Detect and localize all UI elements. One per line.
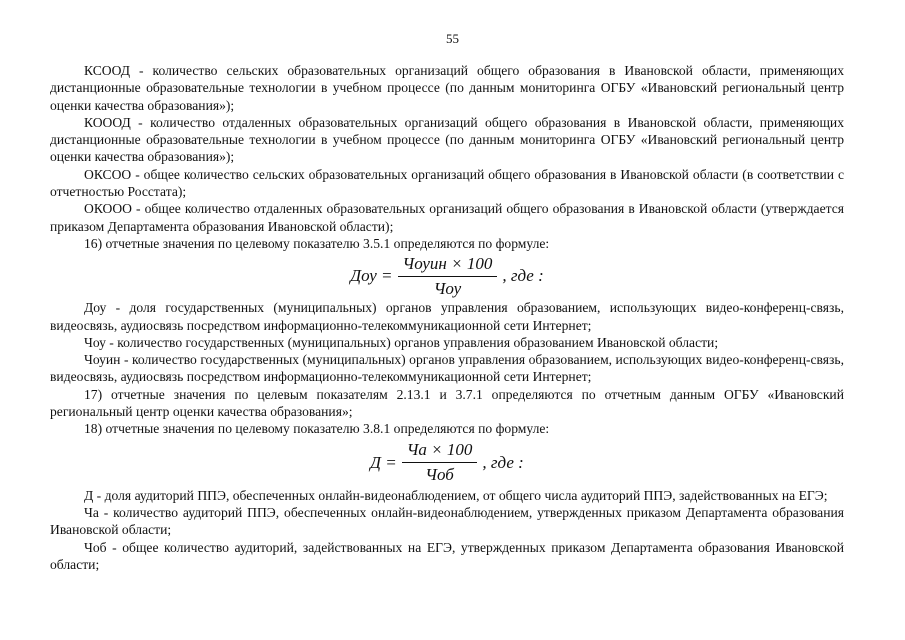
item-18-intro: 18) отчетные значения по целевому показателю 3.8.1 определяются по формуле: xyxy=(84,421,550,437)
definition-cha: Ча - количество аудиторий ППЭ, обеспеченных онлайн-видеонаблюдением, утвержденных приказом Департамента образования Ивановской области; xyxy=(50,504,844,538)
formula-d-tail: , где : xyxy=(482,452,524,472)
formula-dou-fraction xyxy=(398,255,498,298)
definition-koood: КОООД - количество отдаленных образовательных организаций общего образования в Ивановской области, применяющих дистанционные образовательные технологии в учебном процессе (по данным мониторинга ОГБУ «Ивановский региональный центр оценки качества образования»); xyxy=(50,114,844,165)
document-body xyxy=(50,62,844,573)
definition-dou: Доу - доля государственных (муниципальных) органов управления образованием, использующих видео-конференц-связь, видеосвязь, аудиосвязь посредством информационно-телекоммуникационной сети Интернет; xyxy=(50,300,844,333)
definition-ksood: КСООД - количество сельских образовательных организаций общего образования в Ивановской области, применяющих дистанционные образовательные технологии в учебном процессе (по данным мониторинга ОГБУ «Ивановский региональный центр оценки качества образования»); xyxy=(50,63,844,113)
formula-dou xyxy=(50,255,844,297)
formula-d-numerator: Ча × 100 xyxy=(402,441,478,463)
definition-oksoo: ОКСОО - общее количество сельских образовательных организаций общего образования в Ивановской области (в соответствии с отчетностью Росстата); xyxy=(50,166,844,200)
item-17: 17) отчетные значения по целевым показателям 2.13.1 и 3.7.1 определяются по отчетным данным ОГБУ «Ивановский региональный центр оценки качества образования»; xyxy=(50,386,844,420)
formula-dou-denominator: Чоу xyxy=(433,278,462,298)
definition-chob: Чоб - общее количество аудиторий, задействованных на ЕГЭ, утвержденных приказом Департамента образования Ивановской области; xyxy=(50,539,844,572)
formula-d xyxy=(50,441,844,485)
item-16-intro: 16) отчетные значения по целевому показателю 3.5.1 определяются по формуле: xyxy=(84,235,550,251)
formula-d-fraction xyxy=(402,441,478,484)
definition-okooo: ОКООО - общее количество отдаленных образовательных организаций общего образования в Ивановской области (утверждается приказом Департамента образования Ивановской области); xyxy=(50,201,844,234)
definition-chouin: Чоуин - количество государственных (муниципальных) органов управления образованием, использующих видео-конференц-связь, видеосвязь, аудиосвязь посредством информационно-телекоммуникационной сети Интернет; xyxy=(50,352,844,385)
formula-d-lhs: Д = xyxy=(370,452,397,472)
formula-d-denominator: Чоб xyxy=(425,465,454,485)
definition-d: Д - доля аудиторий ППЭ, обеспеченных онлайн-видеонаблюдением, от общего числа аудиторий ППЭ, задействованных на ЕГЭ; xyxy=(84,487,828,503)
formula-dou-numerator: Чоуин × 100 xyxy=(398,255,498,277)
formula-dou-tail: , где : xyxy=(502,266,544,286)
page-number: 55 xyxy=(446,31,459,46)
definition-chou: Чоу - количество государственных (муниципальных) органов управления образованием Ивановской области; xyxy=(84,334,719,350)
formula-dou-lhs: Доу = xyxy=(350,266,393,286)
